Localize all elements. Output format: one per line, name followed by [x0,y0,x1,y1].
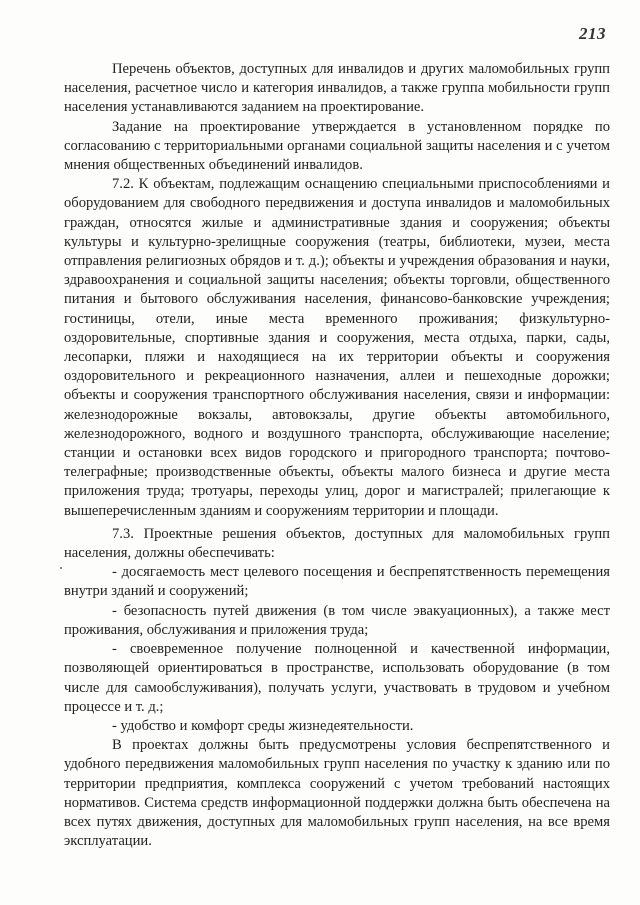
paragraph-design-assignment: Задание на проектирование утверждается в установленном порядке по согласованию с территориальными органами социальной защиты населения и с учетом мнения общественных объединений инвалидов. [64,118,610,174]
list-item-comfort: - удобство и комфорт среды жизнедеятельности. [112,717,414,734]
list-item-reachability: - досягаемость мест целевого посещения и беспрепятственность перемещения внутри зданий и сооружений; [64,564,610,600]
page-number: 213 [579,24,606,43]
list-item-information: - своевременное получение полноценной и качественной информации, позволяющей ориентироваться в пространстве, использовать оборудование (в том числе для самообслуживания), получать услуги, участвовать в трудовом и учебном процессе и т. д.; [64,641,610,715]
scan-speck [60,567,62,569]
paragraph-7-2: 7.2. К объектам, подлежащим оснащению специальными приспособлениями и оборудованием для свободного передвижения и доступа инвалидов и маломобильных граждан, относятся жилые и административные здания и сооружения; объекты культуры и культурно-зрелищные сооружения (театры, библиотеки, музеи, места отправления религиозных обрядов и т. д.); объекты и учреждения образования и науки, здравоохранения и социальной защиты населения; объекты торговли, общественного питания и бытового обслуживания населения, финансово-банковские учреждения; гостиницы, отели, иные места временного проживания; физкультурно-оздоровительные, спортивные здания и сооружения, места отдыха, парки, сады, лесопарки, пляжи и находящиеся на их территории объекты и сооружения оздоровительного и рекреационного назначения, аллеи и пешеходные дорожки; объекты и сооружения транспортного обслуживания населения, связи и информации: железнодорожные вокзалы, автовокзалы, другие объекты автомобильного, железнодорожного, водного и воздушного транспорта, обслуживающие население; станции и остановки всех видов городского и пригородного транспорта; почтово-телеграфные; производственные объекты, объекты малого бизнеса и другие места приложения труда; тротуары, переходы улиц, дорог и магистралей; прилегающие к вышеперечисленным зданиям и сооружениям территории и площади. [64,176,610,519]
paragraph-7-3: 7.3. Проектные решения объектов, доступных для маломобильных групп населения, должны обеспечивать: [64,525,610,562]
paragraph-objects-list: Перечень объектов, доступных для инвалидов и других маломобильных групп населения, расчетное число и категория инвалидов, а также группа мобильности групп населения устанавливаются заданием на проектирование. [64,61,610,116]
list-item-safety: - безопасность путей движения (в том числе эвакуационных), а также мест проживания, обслуживания и приложения труда; [64,602,610,638]
paragraph-project-conditions: В проектах должны быть предусмотрены условия беспрепятственного и удобного передвижения маломобильных групп населения по участку к зданию или по территории предприятия, комплекса сооружений с учетом требований настоящих нормативов. Система средств информационной поддержки должна быть обеспечена на всех путях движения, доступных для маломобильных групп населения, на все время эксплуатации. [64,737,610,850]
document-body [64,60,610,851]
